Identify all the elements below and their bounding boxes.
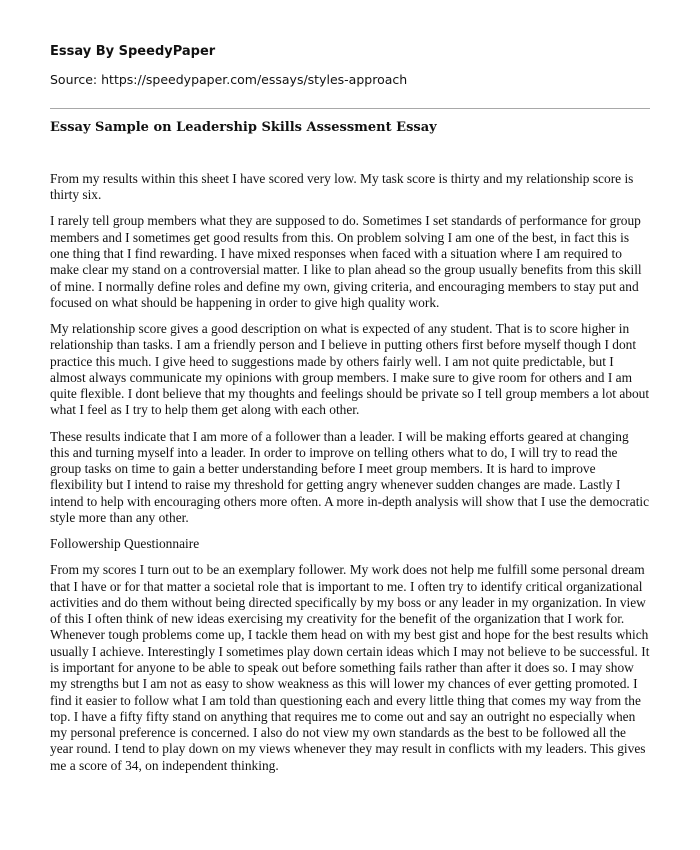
paragraph: These results indicate that I am more of a follower than a leader. I will be making efforts geared at changing this and turning myself into a leader. In order to improve on telling others what to do, I will try to read the group tasks on time to gain a better understanding before I meet group members. It is hard to improve flexibility but I intend to raise my threshold for getting angry whenever sudden changes are made. Lastly I intend to help with encouraging others more often. A more in-depth analysis will show that I use the democratic style more than any other. bbox=[50, 428, 650, 526]
paragraph: From my scores I turn out to be an exemplary follower. My work does not help me fulfill some personal dream that I have or for that matter a societal role that is important to me. I often try to identify critical organizational activities and do them without being directed specifically by my boss or any leader in my organization. In view of this I often think of new ideas exercising my creativity for the benefit of the organization that I work for. Whenever tough problems come up, I tackle them head on with my best gist and hope for the best results which usually I achieve. Interestingly I sometimes play down certain ideas which I may not believe to be successful. It is important for anyone to be able to speak out before something fails rather than after it does so. I may show my strengths but I am not as easy to show weakness as this will lower my chances of ever getting promoted. I find it easier to follow what I am told than questioning each and every little thing that comes my way from the top. I have a fifty fifty stand on anything that requires me to come out and say an outright no especially when my personal preference is concerned. I also do not view my own standards as the best to be followed all the year round. I tend to play down on my views whenever they may result in conflicts with my leaders. This gives me a score of 34, on independent thinking. bbox=[50, 562, 650, 773]
paragraph: My relationship score gives a good description on what is expected of any student. That is to score higher in relationship than tasks. I am a friendly person and I believe in putting others first before myself though I dont practice this much. I give heed to suggestions made by others fairly well. I am not quite predictable, but I almost always communicate my opinions with group members. I make sure to give room for others and I am quite flexible. I dont believe that my thoughts and feelings should be private so I tell group members a lot about what I feel as I try to help them get along with each other. bbox=[50, 320, 650, 418]
paragraph: From my results within this sheet I have scored very low. My task score is thirty and my relationship score is thirty six. bbox=[50, 171, 634, 203]
essay-body bbox=[50, 171, 650, 784]
section-heading: Followership Questionnaire bbox=[50, 536, 200, 552]
source-line: Source: https://speedypaper.com/essays/styles-approach bbox=[50, 72, 408, 87]
essay-title: Essay Sample on Leadership Skills Assessment Essay bbox=[50, 120, 437, 135]
paragraph: I rarely tell group members what they are supposed to do. Sometimes I set standards of performance for group members and I sometimes get good results from this. On problem solving I am one of the best, in fact this is one thing that I find rewarding. I have mixed responses when faced with a situation where I am required to make clear my stand on a controversial matter. I like to plan ahead so the group usually benefits from this skill of mine. I normally define roles and define my own, giving criteria, and encouraging members to stay put and focused on what should be happening in order to give high quality work. bbox=[50, 213, 642, 310]
header-divider bbox=[50, 108, 650, 109]
brand-heading: Essay By SpeedyPaper bbox=[50, 44, 216, 59]
